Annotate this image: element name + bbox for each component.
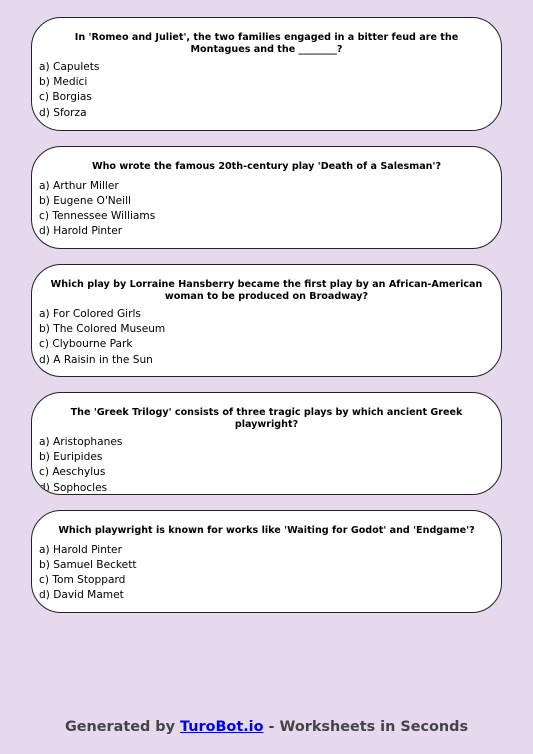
question-text: Which playwright is known for works like 'Waiting for Godot' and 'Endgame'? xyxy=(58,525,475,536)
options-list xyxy=(32,435,501,495)
question-card xyxy=(31,392,502,495)
options-list xyxy=(32,543,501,604)
question-text: Who wrote the famous 20th-century play 'Death of a Salesman'? xyxy=(91,161,442,172)
quiz-list xyxy=(31,17,502,628)
footer-suffix: - Worksheets in Seconds xyxy=(263,719,469,735)
question-text: Which play by Lorraine Hansberry became the first play by an African-American woman to be produced on Broadway? xyxy=(50,279,483,302)
option-c: c) Aeschylus xyxy=(39,466,106,479)
options-list xyxy=(32,307,501,368)
question-text: In 'Romeo and Juliet', the two families engaged in a bitter feud are the Montagues and the ________? xyxy=(74,32,459,55)
question-card xyxy=(31,510,502,613)
option-a: a) Aristophanes xyxy=(39,436,123,448)
question-text: The 'Greek Trilogy' consists of three tragic plays by which ancient Greek playwright? xyxy=(70,407,463,430)
option-d: d) A Raisin in the Sun xyxy=(39,353,153,366)
option-a: a) For Colored Girls xyxy=(39,308,141,320)
options-list xyxy=(32,60,501,121)
options-list xyxy=(32,179,501,240)
question-card xyxy=(31,264,502,377)
option-b: b) Eugene O'Neill xyxy=(39,194,131,207)
turobot-link[interactable]: TuroBot.io xyxy=(180,719,264,735)
question-card xyxy=(31,17,502,131)
footer xyxy=(0,719,533,735)
option-c: c) Tennessee Williams xyxy=(39,209,156,222)
option-a: a) Arthur Miller xyxy=(39,179,119,192)
option-b: b) Euripides xyxy=(39,451,103,464)
option-b: b) The Colored Museum xyxy=(39,323,166,336)
option-d: d) Sophocles xyxy=(39,481,108,494)
option-d: d) David Mamet xyxy=(39,589,124,602)
option-b: b) Medici xyxy=(39,76,88,89)
option-d: d) Harold Pinter xyxy=(39,225,123,238)
option-a: a) Capulets xyxy=(39,61,100,73)
option-c: c) Clybourne Park xyxy=(39,338,133,351)
option-d: d) Sforza xyxy=(39,106,87,119)
footer-prefix: Generated by xyxy=(64,719,180,735)
option-c: c) Borgias xyxy=(39,91,92,104)
option-c: c) Tom Stoppard xyxy=(39,573,126,586)
question-card xyxy=(31,146,502,249)
option-a: a) Harold Pinter xyxy=(39,543,122,556)
option-b: b) Samuel Beckett xyxy=(39,558,137,571)
